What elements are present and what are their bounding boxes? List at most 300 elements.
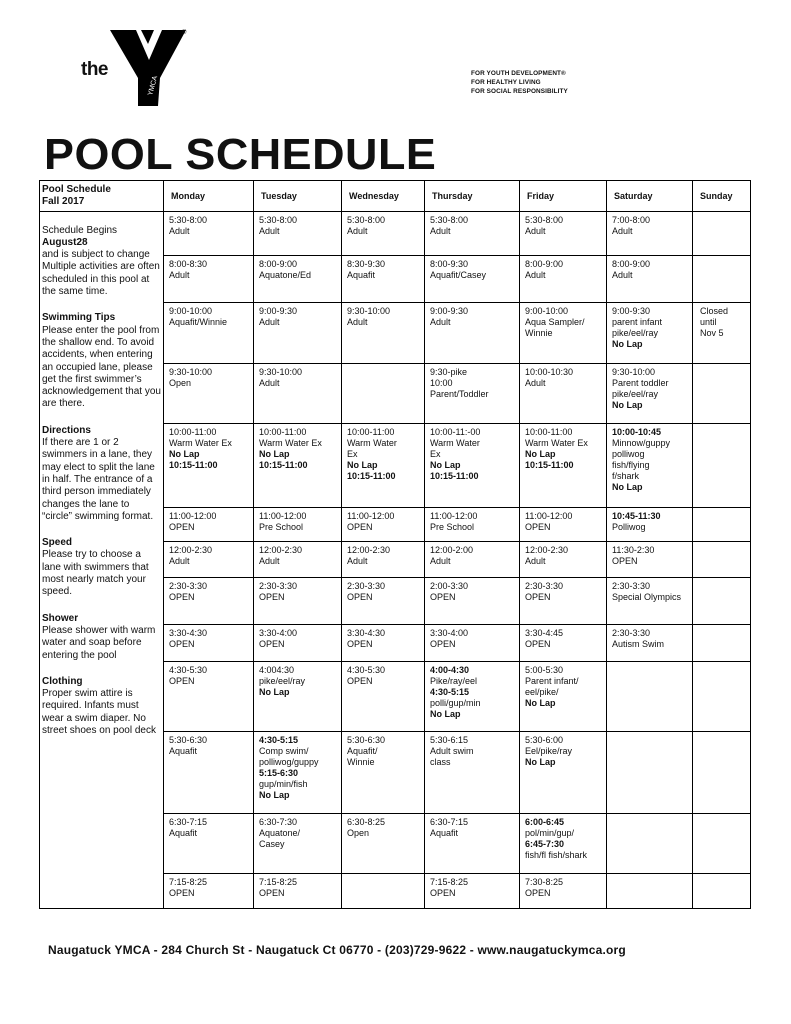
directions-text: If there are 1 or 2 swimmers in a lane, they may elect to split the lane in half. The entrance of a third person immediately changes the lane to “circle” swimming format.: [42, 437, 155, 522]
cell-line: 10:15-11:00: [525, 459, 574, 470]
schedule-cell-monday: [164, 813, 254, 873]
schedule-cell-wednesday: [342, 541, 425, 577]
cell-line: No Lap: [259, 789, 290, 800]
schedule-cell-sunday: [693, 423, 751, 507]
cell-line: Adult: [525, 269, 546, 280]
tagline-line: FOR HEALTHY LIVING: [471, 79, 541, 86]
cell-line: 5:30-8:00: [169, 214, 208, 225]
schedule-cell-tuesday: [254, 363, 342, 423]
cell-line: Parent/Toddler: [430, 388, 489, 399]
schedule-cell-wednesday: [342, 363, 425, 423]
day-header-tuesday: Tuesday: [254, 181, 342, 212]
schedule-cell-sunday: [693, 577, 751, 624]
schedule-cell-wednesday: [342, 423, 425, 507]
swimming-tips-title: Swimming Tips: [42, 312, 116, 324]
cell-line: pike/eel/ray: [612, 327, 659, 338]
schedule-cell-friday: [520, 255, 607, 302]
cell-line: 6:30-7:15: [430, 816, 469, 827]
schedule-cell-tuesday: [254, 577, 342, 624]
cell-line: fish/fl fish/shark: [525, 849, 588, 860]
schedule-cell-friday: [520, 661, 607, 731]
cell-line: Ex: [430, 448, 441, 459]
schedule-cell-monday: [164, 211, 254, 255]
cell-line: 3:30-4:45: [525, 627, 564, 638]
schedule-begins: Schedule Begins: [42, 224, 118, 236]
schedule-cell-saturday: [607, 541, 693, 577]
cell-line: OPEN: [525, 521, 551, 532]
cell-line: 9:30-pike: [430, 366, 468, 377]
cell-line: Adult: [347, 316, 368, 327]
schedule-cell-thursday: [425, 731, 520, 813]
cell-line: 5:30-8:00: [525, 214, 564, 225]
footer-contact: Naugatuck YMCA - 284 Church St - Naugatuck Ct 06770 - (203)729-9622 - www.naugatuckymca.org: [48, 943, 626, 957]
cell-line: 8:00-9:30: [430, 258, 469, 269]
cell-line: 9:00-9:30: [259, 305, 298, 316]
schedule-cell-thursday: [425, 577, 520, 624]
cell-line: until: [700, 316, 717, 327]
schedule-cell-monday: [164, 423, 254, 507]
cell-line: pike/eel/ray: [259, 675, 306, 686]
cell-line: 9:30-10:00: [347, 305, 391, 316]
cell-line: Adult: [347, 555, 368, 566]
cell-line: No Lap: [525, 697, 556, 708]
schedule-cell-sunday: [693, 507, 751, 541]
cell-line: OPEN: [525, 591, 551, 602]
cell-line: Adult: [259, 316, 280, 327]
cell-line: 10:00-11:00: [169, 426, 217, 437]
tagline: [471, 69, 568, 96]
schedule-cell-thursday: [425, 211, 520, 255]
shower-title: Shower: [42, 612, 79, 624]
cell-line: 10:00: [430, 377, 453, 388]
cell-line: Pre School: [259, 521, 304, 532]
cell-line: 6:45-7:30: [525, 838, 565, 849]
cell-line: Warm Water Ex: [525, 437, 588, 448]
cell-line: 7:30-8:25: [525, 876, 564, 887]
schedule-table: [39, 180, 751, 909]
cell-line: Adult swim: [430, 745, 474, 756]
schedule-cell-thursday: [425, 813, 520, 873]
cell-line: 11:30-2:30: [612, 544, 655, 555]
schedule-cell-saturday: [607, 363, 693, 423]
schedule-cell-saturday: [607, 813, 693, 873]
cell-line: polliwog/guppy: [259, 756, 319, 767]
schedule-cell-thursday: [425, 624, 520, 661]
schedule-cell-wednesday: [342, 507, 425, 541]
schedule-cell-sunday: [693, 302, 751, 363]
cell-line: 8:00-9:00: [525, 258, 564, 269]
cell-line: Parent infant/: [525, 675, 579, 686]
schedule-cell-thursday: [425, 255, 520, 302]
speed-text: Please try to choose a lane with swimmers that most nearly match your speed.: [42, 549, 149, 598]
sidebar-subheading: Fall 2017: [42, 196, 85, 208]
cell-line: 11:00-12:00: [169, 510, 217, 521]
schedule-cell-saturday: [607, 302, 693, 363]
schedule-cell-wednesday: [342, 211, 425, 255]
ymca-logo: [78, 26, 188, 106]
schedule-cell-wednesday: [342, 873, 425, 908]
schedule-cell-tuesday: [254, 624, 342, 661]
schedule-cell-sunday: [693, 731, 751, 813]
schedule-cell-thursday: [425, 873, 520, 908]
day-header-friday: Friday: [520, 181, 607, 212]
schedule-cell-tuesday: [254, 731, 342, 813]
schedule-cell-tuesday: [254, 507, 342, 541]
schedule-cell-monday: [164, 363, 254, 423]
cell-line: 4:30-5:30: [169, 664, 208, 675]
cell-line: Adult: [259, 225, 280, 236]
cell-line: 10:15-11:00: [169, 459, 218, 470]
shower-text: Please shower with warm water and soap before entering the pool: [42, 624, 156, 661]
cell-line: Adult: [612, 269, 633, 280]
cell-line: Comp swim/: [259, 745, 309, 756]
cell-line: 8:00-8:30: [169, 258, 208, 269]
subject-to-change: and is subject to change: [42, 249, 150, 261]
cell-line: Winnie: [347, 756, 375, 767]
cell-line: Winnie: [525, 327, 553, 338]
cell-line: Aquafit: [169, 745, 198, 756]
cell-line: OPEN: [259, 638, 285, 649]
schedule-cell-thursday: [425, 507, 520, 541]
schedule-cell-tuesday: [254, 813, 342, 873]
schedule-cell-monday: [164, 873, 254, 908]
cell-line: OPEN: [347, 675, 373, 686]
cell-line: 5:30-6:30: [347, 734, 386, 745]
schedule-cell-tuesday: [254, 541, 342, 577]
schedule-cell-friday: [520, 423, 607, 507]
cell-line: 10:00-11:00: [347, 426, 395, 437]
cell-line: Adult: [612, 225, 633, 236]
cell-line: Adult: [169, 225, 190, 236]
day-header-sunday: Sunday: [693, 181, 751, 212]
cell-line: Adult: [169, 555, 190, 566]
cell-line: 7:15-8:25: [259, 876, 298, 887]
cell-line: 2:00-3:30: [430, 580, 469, 591]
cell-line: Aquafit: [169, 827, 198, 838]
schedule-cell-friday: [520, 731, 607, 813]
schedule-cell-monday: [164, 624, 254, 661]
cell-line: 10:15-11:00: [259, 459, 308, 470]
cell-line: OPEN: [430, 638, 456, 649]
schedule-cell-monday: [164, 302, 254, 363]
schedule-cell-friday: [520, 624, 607, 661]
cell-line: Warm Water Ex: [169, 437, 232, 448]
cell-line: Adult: [430, 316, 451, 327]
cell-line: 8:00-9:00: [612, 258, 651, 269]
cell-line: 11:00-12:00: [259, 510, 307, 521]
cell-line: 3:30-4:30: [347, 627, 386, 638]
cell-line: Aqua Sampler/: [525, 316, 585, 327]
cell-line: No Lap: [525, 756, 556, 767]
cell-line: 10:00-10:45: [612, 426, 662, 437]
cell-line: 5:00-5:30: [525, 664, 564, 675]
cell-line: Aquafit: [430, 827, 459, 838]
cell-line: 4:30-5:15: [430, 686, 470, 697]
cell-line: Aquafit: [347, 269, 376, 280]
cell-line: 2:30-3:30: [347, 580, 386, 591]
schedule-cell-tuesday: [254, 873, 342, 908]
cell-line: parent infant: [612, 316, 663, 327]
page-title: POOL SCHEDULE: [44, 130, 437, 179]
cell-line: No Lap: [612, 399, 643, 410]
cell-line: 5:30-6:00: [525, 734, 564, 745]
schedule-cell-tuesday: [254, 661, 342, 731]
logo-the-text: the: [81, 59, 108, 80]
schedule-cell-saturday: [607, 661, 693, 731]
cell-line: No Lap: [259, 686, 290, 697]
cell-line: 8:00-9:00: [259, 258, 298, 269]
schedule-cell-tuesday: [254, 302, 342, 363]
schedule-cell-saturday: [607, 211, 693, 255]
cell-line: 9:30-10:00: [169, 366, 213, 377]
cell-line: f/shark: [612, 470, 640, 481]
day-header-thursday: Thursday: [425, 181, 520, 212]
cell-line: 5:30-8:00: [430, 214, 469, 225]
cell-line: 6:30-7:15: [169, 816, 208, 827]
swimming-tips-text: Please enter the pool from the shallow end. To avoid accidents, when entering an occupied lane, please get the first swimmer’s acknowledgement that you are there.: [42, 324, 161, 410]
cell-line: Adult: [259, 377, 280, 388]
cell-line: 3:30-4:00: [430, 627, 469, 638]
cell-line: Nov 5: [700, 327, 724, 338]
schedule-cell-friday: [520, 813, 607, 873]
cell-line: OPEN: [169, 638, 195, 649]
cell-line: 10:00-11:00: [259, 426, 307, 437]
schedule-cell-saturday: [607, 255, 693, 302]
cell-line: 2:30-3:30: [525, 580, 564, 591]
cell-line: OPEN: [430, 887, 456, 898]
schedule-cell-monday: [164, 541, 254, 577]
cell-line: 9:30-10:00: [259, 366, 303, 377]
schedule-cell-saturday: [607, 507, 693, 541]
cell-line: Aquafit/Casey: [430, 269, 487, 280]
schedule-cell-thursday: [425, 302, 520, 363]
cell-line: Closed: [700, 305, 729, 316]
cell-line: Adult: [525, 377, 546, 388]
ymca-y-icon: [108, 26, 186, 106]
schedule-cell-monday: [164, 577, 254, 624]
cell-line: Warm Water: [347, 437, 397, 448]
cell-line: 5:30-8:00: [347, 214, 386, 225]
cell-line: Adult: [169, 269, 190, 280]
cell-line: Autism Swim: [612, 638, 665, 649]
cell-line: pol/min/gup/: [525, 827, 575, 838]
schedule-cell-saturday: [607, 577, 693, 624]
cell-line: 10:00-11:-00: [430, 426, 481, 437]
cell-line: Parent toddler: [612, 377, 669, 388]
cell-line: OPEN: [525, 638, 551, 649]
day-header-wednesday: Wednesday: [342, 181, 425, 212]
cell-line: Adult: [430, 225, 451, 236]
cell-line: 2:30-3:30: [612, 627, 651, 638]
cell-line: class: [430, 756, 451, 767]
cell-line: No Lap: [259, 448, 290, 459]
schedule-start-date: August28: [42, 236, 88, 248]
cell-line: No Lap: [612, 481, 643, 492]
cell-line: Minnow/guppy: [612, 437, 671, 448]
cell-line: OPEN: [430, 591, 456, 602]
cell-line: Warm Water Ex: [259, 437, 322, 448]
cell-line: Aquatone/: [259, 827, 301, 838]
multiple-activities: Multiple activities are often scheduled in this pool at the same time.: [42, 261, 160, 298]
schedule-cell-thursday: [425, 661, 520, 731]
cell-line: 5:30-6:30: [169, 734, 208, 745]
cell-line: No Lap: [612, 338, 643, 349]
schedule-cell-saturday: [607, 423, 693, 507]
schedule-cell-wednesday: [342, 577, 425, 624]
cell-line: 4:00-4:30: [430, 664, 470, 675]
cell-line: Adult: [525, 225, 546, 236]
cell-line: 2:30-3:30: [612, 580, 651, 591]
header-row: [40, 181, 751, 212]
schedule-cell-sunday: [693, 541, 751, 577]
schedule-cell-wednesday: [342, 255, 425, 302]
schedule-cell-monday: [164, 661, 254, 731]
cell-line: Aquafit/: [347, 745, 378, 756]
cell-line: 4:30-5:30: [347, 664, 386, 675]
cell-line: 6:00-6:45: [525, 816, 565, 827]
cell-line: Open: [347, 827, 370, 838]
cell-line: 8:30-9:30: [347, 258, 386, 269]
schedule-cell-saturday: [607, 873, 693, 908]
cell-line: 2:30-3:30: [259, 580, 298, 591]
cell-line: Open: [169, 377, 192, 388]
cell-line: 9:00-10:00: [525, 305, 569, 316]
cell-line: OPEN: [612, 555, 638, 566]
cell-line: Special Olympics: [612, 591, 682, 602]
cell-line: OPEN: [347, 591, 373, 602]
schedule-cell-thursday: [425, 423, 520, 507]
cell-line: Aquatone/Ed: [259, 269, 312, 280]
schedule-cell-sunday: [693, 873, 751, 908]
cell-line: No Lap: [430, 459, 461, 470]
clothing-title: Clothing: [42, 675, 83, 687]
schedule-cell-monday: [164, 255, 254, 302]
schedule-cell-monday: [164, 507, 254, 541]
cell-line: fish/flying: [612, 459, 650, 470]
schedule-cell-friday: [520, 211, 607, 255]
schedule-cell-friday: [520, 873, 607, 908]
cell-line: Eel/pike/ray: [525, 745, 573, 756]
tagline-line: FOR SOCIAL RESPONSIBILITY: [471, 88, 568, 95]
cell-line: 9:30-10:00: [612, 366, 656, 377]
cell-line: Adult: [430, 555, 451, 566]
cell-line: 6:30-8:25: [347, 816, 386, 827]
cell-line: 4:004:30: [259, 664, 295, 675]
sidebar-info: [40, 211, 164, 908]
cell-line: Aquafit/Winnie: [169, 316, 228, 327]
schedule-cell-monday: [164, 731, 254, 813]
cell-line: OPEN: [259, 887, 285, 898]
cell-line: Adult: [525, 555, 546, 566]
directions-title: Directions: [42, 424, 91, 436]
cell-line: 9:00-9:30: [430, 305, 469, 316]
schedule-cell-saturday: [607, 731, 693, 813]
schedule-cell-sunday: [693, 813, 751, 873]
cell-line: No Lap: [525, 448, 556, 459]
schedule-cell-thursday: [425, 541, 520, 577]
cell-line: 12:00-2:30: [169, 544, 213, 555]
schedule-cell-saturday: [607, 624, 693, 661]
cell-line: Polliwog: [612, 521, 646, 532]
schedule-cell-tuesday: [254, 255, 342, 302]
schedule-cell-wednesday: [342, 661, 425, 731]
cell-line: OPEN: [259, 591, 285, 602]
schedule-cell-tuesday: [254, 423, 342, 507]
cell-line: No Lap: [430, 708, 461, 719]
cell-line: 9:00-9:30: [612, 305, 651, 316]
cell-line: 12:00-2:00: [430, 544, 474, 555]
sidebar-heading: Pool Schedule: [42, 184, 111, 195]
schedule-cell-thursday: [425, 363, 520, 423]
cell-line: 12:00-2:30: [259, 544, 303, 555]
cell-line: 3:30-4:30: [169, 627, 208, 638]
schedule-cell-friday: [520, 577, 607, 624]
schedule-cell-friday: [520, 302, 607, 363]
cell-line: 12:00-2:30: [525, 544, 569, 555]
cell-line: 4:30-5:15: [259, 734, 299, 745]
schedule-cell-sunday: [693, 363, 751, 423]
cell-line: Ex: [347, 448, 358, 459]
cell-line: 5:30-6:15: [430, 734, 469, 745]
cell-line: 11:00-12:00: [347, 510, 395, 521]
day-header-monday: Monday: [164, 181, 254, 212]
cell-line: 11:00-12:00: [430, 510, 478, 521]
schedule-cell-sunday: [693, 211, 751, 255]
cell-line: 3:30-4:00: [259, 627, 298, 638]
cell-line: Casey: [259, 838, 285, 849]
schedule-cell-wednesday: [342, 731, 425, 813]
cell-line: OPEN: [169, 591, 195, 602]
cell-line: 7:15-8:25: [169, 876, 208, 887]
cell-line: 6:30-7:30: [259, 816, 298, 827]
schedule-cell-sunday: [693, 624, 751, 661]
schedule-cell-wednesday: [342, 624, 425, 661]
cell-line: No Lap: [347, 459, 378, 470]
cell-line: Adult: [347, 225, 368, 236]
clothing-text: Proper swim attire is required. Infants must wear a swim diaper. No street shoes on pool deck: [42, 688, 156, 736]
cell-line: OPEN: [169, 675, 195, 686]
cell-line: 2:30-3:30: [169, 580, 208, 591]
cell-line: OPEN: [169, 887, 195, 898]
schedule-cell-sunday: [693, 255, 751, 302]
schedule-cell-sunday: [693, 661, 751, 731]
cell-line: 12:00-2:30: [347, 544, 391, 555]
cell-line: Adult: [259, 555, 280, 566]
cell-line: 10:15-11:00: [430, 470, 479, 481]
cell-line: 9:00-10:00: [169, 305, 213, 316]
schedule-cell-wednesday: [342, 813, 425, 873]
cell-line: No Lap: [169, 448, 200, 459]
cell-line: 10:00-10:30: [525, 366, 574, 377]
cell-line: OPEN: [347, 638, 373, 649]
schedule-cell-wednesday: [342, 302, 425, 363]
cell-line: 10:45-11:30: [612, 510, 661, 521]
cell-line: OPEN: [169, 521, 195, 532]
cell-line: Warm Water: [430, 437, 480, 448]
cell-line: 5:15-6:30: [259, 767, 299, 778]
sidebar-heading-cell: [40, 181, 164, 212]
cell-line: 10:15-11:00: [347, 470, 396, 481]
cell-line: 7:15-8:25: [430, 876, 469, 887]
cell-line: OPEN: [525, 887, 551, 898]
cell-line: Pike/ray/eel: [430, 675, 478, 686]
cell-line: polli/gup/min: [430, 697, 481, 708]
tagline-line: FOR YOUTH DEVELOPMENT®: [471, 70, 566, 77]
cell-line: 11:00-12:00: [525, 510, 573, 521]
cell-line: 5:30-8:00: [259, 214, 298, 225]
logo-registered-mark: ®: [182, 30, 187, 36]
logo-ymca-text: YMCA: [147, 75, 160, 97]
